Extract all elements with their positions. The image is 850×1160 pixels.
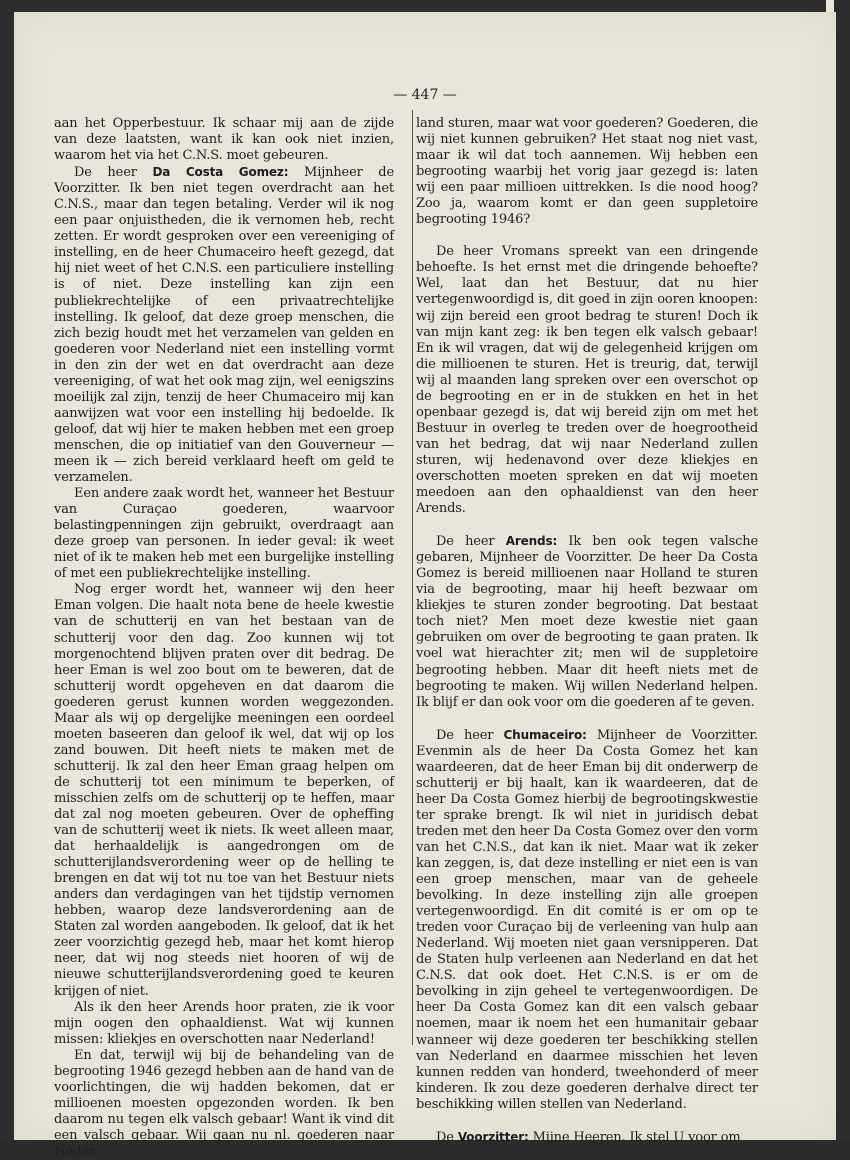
column-divider (412, 110, 413, 1045)
right-paragraph-4 (416, 727, 758, 1113)
speaker-name: Voorzitter: (457, 1129, 529, 1144)
left-paragraph-2 (54, 164, 394, 486)
left-paragraph-3: Een andere zaak wordt het, wanneer het Bestuur van Curaçao goederen, waarvoor belastingpenningen zijn gebruikt, overdraagt aan deze groep van personen. In ieder geval: ik weet niet of ik te maken heb met een burgelijke instelling of met een publiekrechtelijke instelling. (54, 486, 394, 582)
speaker-intro: De heer (436, 534, 495, 550)
right-paragraph-1: land sturen, maar wat voor goederen? Goederen, die wij niet kunnen gebruiken? Het staat nog niet vast, maar ik wil dat toch aannemen. Wij hebben een begrooting waarbij het vorig jaar gezegd is: laten wij een paar millioen uittrekken. Is die nood hoog? Zoo ja, waarom komt er dan geen suppletoire begrooting 1946? (416, 116, 758, 228)
speaker-name: Chumaceiro: (503, 727, 587, 742)
document-page (14, 12, 836, 1159)
speech-text: Mijne Heeren. Ik stel U voor om (532, 1129, 741, 1145)
page-number: — 447 — (393, 87, 457, 103)
speaker-intro: De heer (74, 165, 137, 181)
speech-text: Ik ben ook tegen valsche gebaren, Mijnheer de Voorzitter. De heer Da Costa Gomez is bereid millioenen naar Holland te sturen via de begrooting, maar hij heeft bezwaar om kliekjes te sturen zonder begrooting. Dat bestaat toch niet? Men moet deze kwestie niet gaan gebruiken om over de begrooting te gaan praten. Ik voel wat hierachter zit; men wil de suppletoire begrooting hebben. Maar dit heeft niets met de begrooting te maken. Wij willen Nederland helpen. Ik blijf er dan ook voor om die goederen af te geven. (416, 534, 759, 710)
right-column (416, 116, 758, 1146)
left-column (54, 116, 394, 1160)
right-paragraph-3 (416, 533, 758, 711)
speaker-intro: De heer (436, 727, 494, 743)
right-paragraph-2: De heer Vromans spreekt van een dringende behoefte. Is het ernst met die dringende behoefte? Wel, laat dan het Bestuur, dat nu hier vertegenwoordigd is, dit goed in zijn ooren knoopen: wij zijn bereid een groot bedrag te sturen! Doch ik van mijn kant zeg: ik ben tegen elk valsch gebaar! En ik wil vragen, dat wij de gelegenheid krijgen om die millioenen te sturen. Het is treurig, dat, terwijl wij al maanden lang spreken over een overschot op de begrooting en er in de stukken en het in het openbaar gezegd is, dat wij bereid zijn om met het Bestuur in overleg te treden over de hoegrootheid van het bedrag, dat wij naar Nederland zullen sturen, wij hedenavond over deze kliekjes en overschotten moeten spreken en dat wij moeten meedoen aan den ophaaldienst van den heer Arends. (416, 244, 758, 517)
left-paragraph-6: En dat, terwijl wij bij de behandeling van de begrooting 1946 gezegd hebben aan de hand van de voorlichtingen, die wij hadden bekomen, dat er millioenen moesten opgezonden worden. Ik ben daarom nu tegen elk valsch gebaar! Want ik vind dit een valsch gebaar. Wij gaan nu nl. goederen naar Neder- (54, 1047, 394, 1159)
left-paragraph-5: Als ik den heer Arends hoor praten, zie ik voor mijn oogen den ophaaldienst. Wat wij kunnen missen: kliekjes en overschotten naar Nederland! (54, 999, 394, 1047)
right-paragraph-5 (416, 1129, 758, 1146)
left-paragraph-4: Nog erger wordt het, wanneer wij den heer Eman volgen. Die haalt nota bene de heele kwestie van de schutterij en van het bestaan van de schutterij voor den dag. Zoo kunnen wij tot morgenochtend blijven praten over dit bedrag. De heer Eman is wel zoo bout om te beweren, dat de schutterij wordt opgeheven en dat daarom die goederen gerust kunnen worden weggezonden. Maar als wij op dergelijke meeningen een oordeel moeten baseeren dan geloof ik wel, dat wij op los zand bouwen. Dit heeft niets te maken met de schutterij. Ik zal den heer Eman graag helpen om de schutterij tot een minimum te beperken, of misschien zelfs om de schutterij op te heffen, maar dat zal nog moeten gebeuren. Over de opheffing van de schutterij weet ik niets. Ik weet alleen maar, dat herhaaldelijk is aangedrongen om de schutterijlandsverordening weer op de helling te brengen en dat wij tot nu toe van het Bestuur niets anders dan verdagingen van het tijdstip vernomen hebben, waarop deze landsverordening aan de Staten zal worden aangeboden. Ik geloof, dat ik het zeer voorzichtig gezegd heb, maar het komt hierop neer, dat wij nog steeds niet hooren of wij de nieuwe schutterijlandsverordening goed te keuren krijgen of niet. (54, 582, 394, 999)
speaker-name: Da Costa Gomez: (152, 165, 289, 180)
left-paragraph-1: aan het Opperbestuur. Ik schaar mij aan de zijde van deze laatsten, want ik kan ook niet inzien, waarom het via het C.N.S. moet gebeuren. (54, 116, 394, 164)
speaker-name: Arends: (505, 534, 558, 549)
speech-text: Mijnheer de Voorzitter. Evenmin als de heer Da Costa Gomez het kan waardeeren, dat de heer Eman bij dit onderwerp de schutterij er bij haalt, kan ik waardeeren, dat de heer Da Costa Gomez hierbij de begrootingskwestie ter sprake brengt. Ik wil niet in juridisch debat treden met den heer Da Costa Gomez over den vorm van het C.N.S., dat kan ik niet. Maar wat ik zeker kan zeggen, is, dat deze instelling er niet een is van een groep menschen, maar van de geheele bevolking. In deze instelling zijn alle groepen vertegenwoordigd. En dit comité is er om op te treden voor Curaçao bij de verleening van hulp aan Nederland. Wij moeten niet gaan versnipperen. Dat de Staten hulp verleenen aan Nederland en dat het C.N.S. dat ook doet. Het C.N.S. is er om de bevolking in zijn geheel te vertegenwoordigen. De heer Da Costa Gomez kan dit een valsch gebaar noemen, maar ik noem het een humanitair gebaar wanneer wij deze goederen ter beschikking stellen van Nederland en daarmee misschien het leven kunnen redden van honderd, tweehonderd of meer kinderen. Ik zou deze goederen derhalve direct ter beschikking willen stellen van Nederland. (416, 727, 758, 1112)
speech-text: Mijnheer de Voorzitter. Ik ben niet tegen overdracht aan het C.N.S., maar dan tegen betaling. Verder wil ik nog een paar onjuistheden, die ik vernomen heb, recht zetten. Er wordt gesproken over een vereeniging of instelling, en de heer Chumaceiro heeft gezegd, dat hij niet weet of het C.N.S. een particuliere instelling is of niet. Deze instelling kan zijn een publiekrechtelijke of een privaatrechtelijke instelling. Ik geloof, dat deze groep menschen, die zich bezig houdt met het verzamelen van gelden en goederen voor Nederland niet een instelling vormt in den zin der wet en dat overdracht aan deze vereeniging, of wat het ook mag zijn, wel eenigszins moeilijk zal zijn, tenzij de heer Chumaceiro mij kan aanwijzen wat voor een instelling hij bedoelde. Ik geloof, dat wij hier te maken hebben met een groep menschen, die op initiatief van den Gouverneur — meen ik — zich bereid verklaard heeft om geld te verzamelen. (54, 165, 395, 486)
speaker-intro: De (436, 1129, 454, 1145)
